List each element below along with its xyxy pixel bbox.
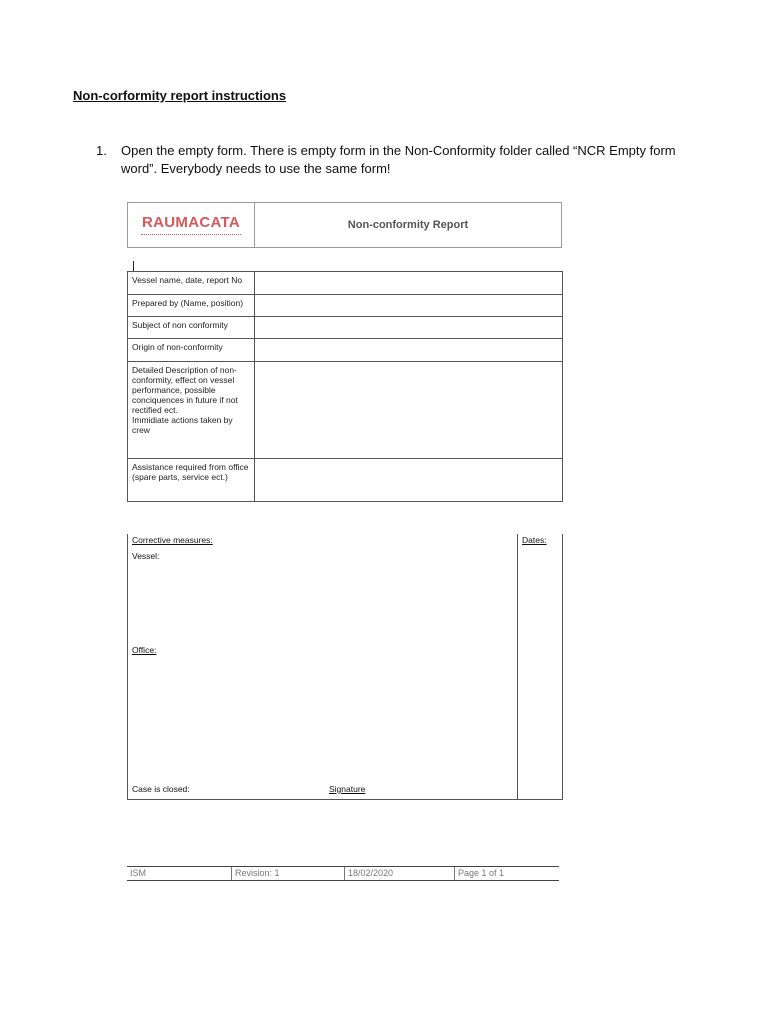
corrective-measures-label: Corrective measures: <box>132 535 213 545</box>
row-label: Assistance required from office (spare parts, service ect.) <box>128 459 255 502</box>
row-value[interactable] <box>255 317 563 339</box>
corrective-measures-box <box>127 534 563 800</box>
table-row <box>128 459 563 502</box>
instruction-number: 1. <box>96 143 107 158</box>
vessel-label: Vessel: <box>132 551 160 561</box>
table-row <box>128 295 563 317</box>
row-value[interactable] <box>255 459 563 502</box>
form-footer <box>127 866 559 881</box>
report-info-table <box>127 271 563 502</box>
row-label: Vessel name, date, report No <box>128 272 255 295</box>
company-logo <box>128 203 255 247</box>
row-label: Subject of non conformity <box>128 317 255 339</box>
table-row <box>128 362 563 459</box>
instruction-text: Open the empty form. There is empty form in the Non-Conformity folder called “NCR Empty form word”. Everybody needs to use the same form! <box>121 143 676 176</box>
table-row <box>128 339 563 362</box>
row-label-sub: Immidiate actions taken by crew <box>132 415 233 435</box>
page-heading: Non-corformity report instructions <box>73 88 287 103</box>
form-header <box>127 202 562 248</box>
row-label-main: Detailed Description of non-conformity, effect on vessel performance, possible conciquences in future if not rectified ect. <box>132 365 238 415</box>
instruction-item <box>96 142 706 178</box>
footer-date: 18/02/2020 <box>345 867 455 880</box>
table-row <box>128 272 563 295</box>
dates-label: Dates: <box>522 535 547 545</box>
report-title: Non-conformity Report <box>347 219 469 231</box>
footer-page: Page 1 of 1 <box>458 868 505 878</box>
footer-doc: ISM <box>127 867 232 880</box>
row-label: Prepared by (Name, position) <box>128 295 255 317</box>
footer-revision: Revision: 1 <box>232 867 345 880</box>
row-value[interactable] <box>255 272 563 295</box>
signature-label: Signature <box>329 784 366 794</box>
row-label <box>128 362 255 459</box>
row-value[interactable] <box>255 339 563 362</box>
office-label: Office: <box>132 645 157 655</box>
table-row <box>128 317 563 339</box>
row-value[interactable] <box>255 362 563 459</box>
case-closed-label: Case is closed: <box>132 784 190 794</box>
logo-text: RAUMACATA <box>142 214 240 231</box>
row-value[interactable] <box>255 295 563 317</box>
row-label: Origin of non-conformity <box>128 339 255 362</box>
